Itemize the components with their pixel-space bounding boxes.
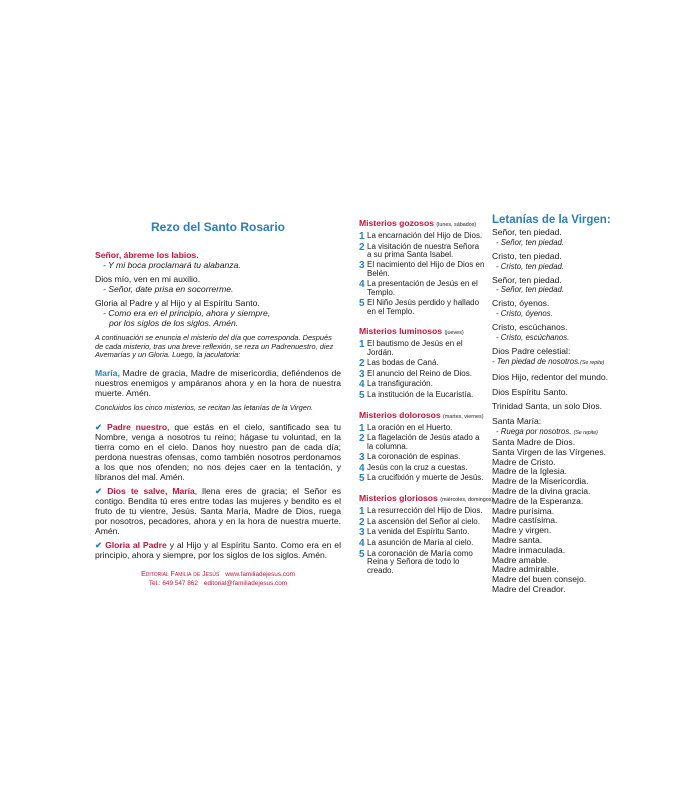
mystery-number: 2 — [359, 516, 365, 528]
ave-maria-prayer — [95, 486, 341, 536]
litany-line: Madre santa. — [492, 534, 543, 545]
litany-response: - Señor, ten piedad. — [496, 237, 565, 247]
gloria-prayer — [95, 540, 341, 560]
mystery-text: La presentación de Jesús en el Templo. — [367, 279, 478, 297]
litany-line: Madre de la Misericordia. — [492, 476, 589, 487]
mystery-item — [359, 474, 485, 483]
rosary-card — [95, 210, 615, 594]
luminosos-heading — [359, 326, 485, 336]
litany-response-text: - Ruega por nosotros. — [496, 426, 572, 436]
gloria-label: Gloria al Padre — [105, 540, 167, 551]
gloriosos-days: (miércoles, domingos) — [440, 497, 494, 504]
mystery-text: El nacimiento del Hijo de Dios en Belén. — [367, 260, 485, 278]
repeat-note: (Se repite) — [573, 429, 598, 436]
litany-line: Cristo, óyenos. — [492, 298, 550, 309]
padre-nuestro-prayer — [95, 422, 341, 482]
mystery-number: 4 — [359, 279, 365, 291]
madre-list — [492, 438, 620, 595]
mystery-number: 5 — [359, 297, 365, 309]
mystery-item — [359, 539, 485, 548]
mystery-item — [359, 299, 485, 316]
opening-response-3a: - Como era en el principio, ahora y siempre, — [103, 308, 271, 318]
litany-response: - Cristo, óyenos. — [496, 309, 553, 319]
mystery-item — [359, 243, 485, 260]
opening-versicle-1: Señor, ábreme los labios. — [95, 250, 199, 260]
gloriosos-title: Misterios gloriosos — [359, 493, 438, 504]
mystery-text: La visitación de nuestra Señora a su prima Santa Isabel. — [367, 241, 480, 260]
mystery-text: El Niño Jesús perdido y hallado en el Templo. — [367, 297, 480, 316]
mystery-text: El bautismo de Jesús en el Jordán. — [367, 339, 463, 357]
mystery-item — [359, 380, 485, 389]
opening-response-2: - Señor, date prisa en socorrerme. — [103, 284, 234, 294]
padre-nuestro-text: , que estás en el cielo, santificado sea tu Nombre, venga a nosotros tu reino; hágase tu voluntad, en la tierra como en el cielo. Danos hoy nuestro pan de cada día; perdona nuestras ofensas, como también nosotros perdonamos a los que nos ofenden; no nos dejes caer en la tentación, y líbranos del mal. Amén. — [95, 422, 341, 483]
mystery-text: La transfiguración. — [367, 379, 433, 389]
mystery-text: Las bodas de Caná. — [367, 357, 439, 367]
mystery-text: La crucifixión y muerte de Jesús. — [367, 473, 484, 483]
mystery-number: 4 — [359, 379, 365, 391]
mystery-number: 1 — [359, 339, 365, 351]
mystery-number: 3 — [359, 368, 365, 380]
mystery-text: El anuncio del Reino de Dios. — [367, 368, 472, 378]
litany-response: - Señor, ten piedad. — [496, 285, 565, 295]
mystery-item — [359, 507, 485, 516]
mystery-number: 5 — [359, 473, 365, 485]
mystery-number: 1 — [359, 231, 365, 242]
mystery-item — [359, 340, 485, 357]
mystery-number: 1 — [359, 506, 365, 518]
maria-label: María, — [95, 367, 120, 378]
litany-response — [492, 357, 620, 368]
luminosos-list — [359, 340, 485, 400]
mystery-text: La coronación de espinas. — [367, 452, 461, 462]
gozosos-list — [359, 232, 485, 316]
ave-maria-label: Dios te salve, María — [107, 486, 195, 497]
mystery-text: La asunción de María al cielo. — [367, 538, 474, 548]
rosary-column — [95, 210, 341, 588]
mystery-item — [359, 518, 485, 527]
mystery-number: 3 — [359, 527, 365, 539]
mystery-item — [359, 550, 485, 576]
mystery-item — [359, 453, 485, 462]
litany-line: Madre y virgen. — [492, 525, 552, 536]
mystery-text: La oración en el Huerto. — [367, 422, 453, 432]
mystery-text: La coronación de María como Reina y Señora de todo lo creado. — [367, 548, 473, 575]
litany-line: Madre del buen consejo. — [492, 574, 587, 585]
litany-line: Señor, ten piedad. — [492, 274, 562, 285]
check-icon: ✔ — [95, 540, 103, 551]
mystery-number: 5 — [359, 548, 365, 560]
litany-line: Madre de la divina gracia. — [492, 485, 591, 496]
litany-line: Santa María: — [492, 416, 542, 427]
gloriosos-list — [359, 507, 485, 575]
litany-line: Dios Espíritu Santo. — [492, 386, 568, 397]
publisher-email: editorial@familiadejesus.com — [203, 580, 288, 588]
mystery-text: La encarnación del Hijo de Dios. — [367, 231, 483, 240]
check-icon: ✔ — [95, 422, 103, 433]
publisher-website: www.familiadejesus.com — [225, 571, 295, 579]
repeat-note: (Se repite) — [580, 359, 605, 366]
mystery-text: La venida del Espíritu Santo. — [367, 527, 470, 537]
mystery-item — [359, 434, 485, 451]
mystery-number: 2 — [359, 357, 365, 369]
litany-column — [492, 214, 620, 595]
gloriosos-heading — [359, 493, 494, 504]
opening-response-3b: por los siglos de los siglos. Amén. — [109, 318, 239, 328]
dolorosos-title: Misterios dolorosos — [359, 409, 441, 420]
litany-line: Madre del Creador. — [492, 583, 566, 594]
gozosos-days: (lunes, sábados) — [436, 222, 477, 228]
litany-line: Madre de la Iglesia. — [492, 466, 567, 477]
litany-line: Madre inmaculada. — [492, 544, 566, 555]
litany-title: Letanías de la Virgen: — [492, 214, 611, 226]
instruction-note: A continuación se enuncia el misterio del día que corresponda. Después de cada misterio, tras una breve reflexión, se reza un Padrenuestro, diez Avemarías y un Gloria. Luego, la jaculatoria: — [95, 333, 334, 360]
litany-line: Cristo, ten piedad. — [492, 250, 562, 261]
maria-prayer — [95, 368, 341, 398]
litany-line: Cristo, escúchanos. — [492, 322, 568, 333]
mystery-number: 3 — [359, 260, 365, 272]
litany-line: Madre admirable. — [492, 564, 559, 575]
mystery-item — [359, 359, 485, 368]
publisher-info — [95, 570, 341, 588]
litany-line: Madre amable. — [492, 554, 550, 565]
mystery-item — [359, 528, 485, 537]
mystery-item — [359, 370, 485, 379]
litany-line: Madre de la Esperanza. — [492, 495, 584, 506]
ave-maria-text: , llena eres de gracia; el Señor es contigo. Bendita tú eres entre todas las mujeres y bendito es el fruto de tu vientre, Jesús. Santa María, Madre de Dios, ruega por nosotros, pecadores, ahora y en la hora de nuestra muerte. Amén. — [95, 486, 342, 537]
dolorosos-list — [359, 424, 485, 484]
mystery-number: 3 — [359, 452, 365, 464]
litany-line: Trinidad Santa, un solo Dios. — [492, 401, 603, 412]
mysteries-column — [359, 210, 494, 577]
luminosos-days: (jueves) — [444, 330, 464, 337]
dolorosos-days: (martes, viernes) — [443, 413, 484, 420]
mystery-item — [359, 232, 485, 241]
publisher-phone: Tel.: 649 547 862 — [148, 580, 198, 588]
mystery-item — [359, 464, 485, 473]
opening-versicle-3: Gloria al Padre y al Hijo y al Espíritu Santo. — [95, 298, 260, 308]
publisher-name: Editorial Familia de Jesús — [141, 571, 220, 579]
mystery-number: 2 — [359, 433, 365, 445]
litany-line: Madre castísima. — [492, 515, 558, 526]
check-icon: ✔ — [95, 486, 103, 497]
mystery-text: Jesús con la cruz a cuestas. — [367, 462, 468, 472]
litany-line: Dios Hijo, redentor del mundo. — [492, 371, 609, 382]
mystery-text: La flagelación de Jesús atado a la columna. — [367, 433, 480, 451]
mystery-item — [359, 280, 485, 297]
mystery-number: 4 — [359, 538, 365, 550]
litany-line: Madre de Cristo. — [492, 456, 556, 467]
mystery-item — [359, 424, 485, 433]
litany-response: - Cristo, ten piedad. — [496, 261, 565, 271]
mystery-number: 2 — [359, 241, 365, 253]
dolorosos-heading — [359, 410, 485, 420]
gloria-text: y al Hijo y al Espíritu Santo. Como era en el principio, ahora y siempre, por los siglos de los siglos. Amén. — [95, 540, 341, 561]
gozosos-heading — [359, 218, 485, 228]
mystery-number: 5 — [359, 389, 365, 401]
litany-response: - Cristo, escúchanos. — [496, 332, 570, 342]
litany-line: Señor, ten piedad. — [492, 227, 562, 237]
gozosos-title: Misterios gozosos — [359, 218, 434, 228]
maria-text: Madre de gracia, Madre de misericordia, defiéndenos de nuestros enemigos y ampáranos ahora y en la hora de nuestra muerte. Amén. — [95, 367, 341, 398]
luminosos-title: Misterios luminosos — [359, 326, 443, 337]
litany-line: Santa Madre de Dios. — [492, 436, 576, 447]
litany-line: Madre purísima. — [492, 505, 555, 516]
litany-line: Santa Virgen de las Vírgenes. — [492, 446, 607, 457]
mystery-item — [359, 391, 485, 400]
mystery-number: 1 — [359, 422, 365, 434]
mystery-text: La institución de la Eucaristía. — [367, 389, 474, 399]
litany-response-text: - Ten piedad de nosotros. — [492, 356, 581, 366]
mystery-number: 4 — [359, 462, 365, 474]
mystery-item — [359, 261, 485, 278]
mystery-text: La resurrección del Hijo de Dios. — [367, 506, 483, 516]
conclusion-note: Concluidos los cinco misterios, se recitan las letanías de la Virgen. — [95, 402, 313, 412]
litany-line: Dios Padre celestial: — [492, 345, 571, 356]
opening-response-1: - Y mi boca proclamará tu alabanza. — [103, 260, 241, 270]
page-title: Rezo del Santo Rosario — [150, 220, 286, 234]
opening-versicle-2: Dios mío, ven en mi auxilio. — [95, 274, 201, 284]
mystery-text: La ascensión del Señor al cielo. — [367, 516, 480, 526]
padre-nuestro-label: Padre nuestro — [106, 422, 168, 433]
